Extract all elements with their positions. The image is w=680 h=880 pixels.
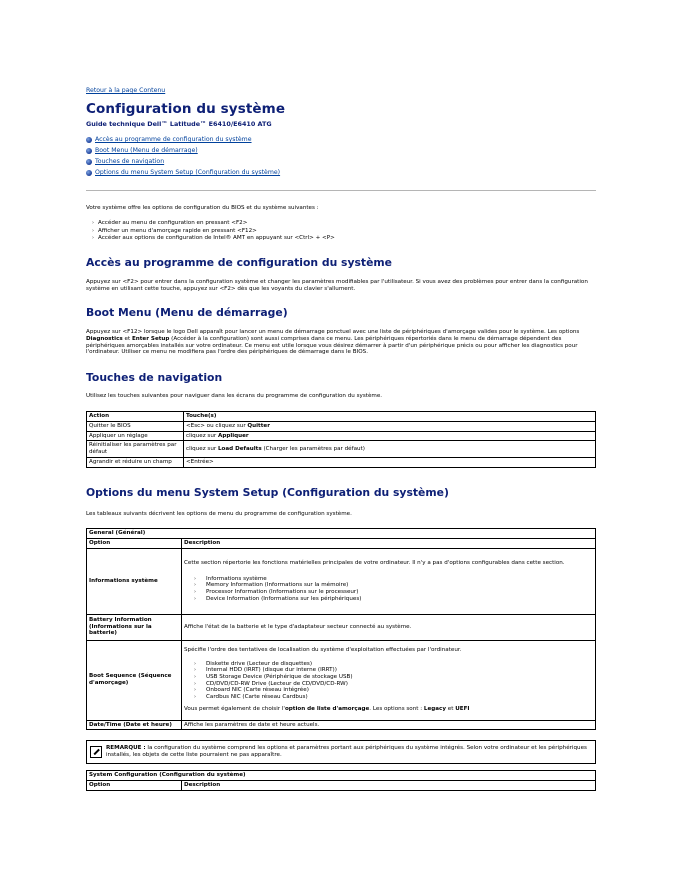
list-item: › Processor Information (Informations sur le processeur) [184,589,593,596]
toc-link-navigation-keys[interactable]: Touches de navigation [95,158,165,165]
list-item: › Informations système [184,576,593,583]
header-description: Description [182,538,596,548]
list-item: › Afficher un menu d'amorçage rapide en pressant <F12> [86,228,335,236]
boot-sequence-list [184,661,593,701]
bullet-icon [86,159,92,165]
table-header-row [87,780,596,790]
header-option: Option [87,538,182,548]
cell-keys: cliquez sur Load Defaults (Charger les paramètres par défaut) [184,441,596,458]
toc-item [86,167,280,178]
cell-action: Quitter le BIOS [87,421,184,431]
arrow-marker-icon: › [194,582,196,589]
arrow-marker-icon: › [194,660,196,667]
toc-item [86,145,280,156]
table-of-contents [86,134,280,178]
list-item: › Internal HDD (IRRT) (disque dur interne (IRRT)) [184,667,593,674]
option-system-info: Informations système [87,548,182,614]
list-item: › Cardbus NIC (Carte réseau Cardbus) [184,694,593,701]
list-item: › Memory Information (Informations sur la mémoire) [184,582,593,589]
back-to-contents-link[interactable]: Retour à la page Contenu [86,87,166,94]
desc-battery-info: Affiche l'état de la batterie et le type d'adaptateur secteur connecté au système. [182,614,596,640]
option-battery-info: Battery Information (Informations sur la batterie) [87,614,182,640]
navigation-keys-table [86,411,596,468]
list-item: › USB Storage Device (Périphérique de stockage USB) [184,674,593,681]
navigation-keys-text: Utilisez les touches suivantes pour naviguer dans les écrans du programme de configuration du système. [86,393,383,399]
general-table-caption: General (Général) [87,529,596,539]
list-item: › Onboard NIC (Carte réseau intégrée) [184,687,593,694]
note-text: REMARQUE : la configuration du système comprend les options et paramètres portant aux périphériques du système intégrés. Selon votre ordinateur et les périphériques installés, les objets de cette liste pourraient ne pas apparaître. [106,745,587,758]
setup-access-text: Appuyez sur <F2> pour entrer dans la configuration système et changer les paramètres modifiables par l'utilisateur. Si vous avez des problèmes pour entrer dans la configuration système en utilisant cette touche, appuyez sur <F2> dès que les voyants du clavier s'allument. [86,279,588,292]
arrow-marker-icon: › [194,674,196,680]
heading-setup-access: Accès au programme de configuration du système [86,256,392,269]
setup-options-text: Les tableaux suivants décrivent les options de menu du programme de configuration système. [86,511,352,517]
section-divider [86,190,596,191]
table-row [87,640,596,720]
system-configuration-table [86,770,596,791]
table-caption-row [87,771,596,781]
heading-boot-menu: Boot Menu (Menu de démarrage) [86,306,288,319]
arrow-marker-icon: › [92,227,94,234]
table-header-row [87,412,596,422]
arrow-marker-icon: › [194,595,196,602]
arrow-marker-icon: › [194,588,196,595]
header-action: Action [87,412,184,422]
table-row [87,457,596,467]
table-row [87,548,596,614]
boot-list-option-text: Vous permet également de choisir l'option de liste d'amorçage. Les options sont : Legacy et UEFI [184,706,470,713]
arrow-marker-icon: › [92,220,94,226]
bullet-icon [86,170,92,176]
option-boot-sequence: Boot Sequence (Séquence d'amorçage) [87,640,182,720]
table-caption-row [87,529,596,539]
toc-item [86,134,280,145]
heading-setup-options: Options du menu System Setup (Configuration du système) [86,486,449,499]
list-item: › Accéder au menu de configuration en pressant <F2> [86,220,335,228]
arrow-marker-icon: › [194,667,196,674]
boot-menu-text: Appuyez sur <F12> lorsque le logo Dell apparaît pour lancer un menu de démarrage ponctuel avec une liste de périphériques d'amorçage valides pour le système. Les options Diagnostics et Enter Setup (Accéder à la configuration) sont aussi comprises dans ce menu. Les périphériques répertoriés dans le menu de démarrage dépendent des périphériques amorçables installés sur votre ordinateur. Ce menu est utile lorsque vous désirez démarrer à partir d'un périphérique précis ou pour afficher les diagnostics pour l'ordinateur. Utiliser ce menu ne modifiera pas l'ordre des périphériques de démarrage dans le BIOS. [86,329,580,356]
arrow-marker-icon: › [194,687,196,694]
bullet-icon [86,148,92,154]
table-row [87,614,596,640]
list-item: › Device Information (Informations sur les périphériques) [184,596,593,603]
list-item: › Accéder aux options de configuration de Intel® AMT en appuyant sur <Ctrl> + <P> [86,235,335,243]
table-row [87,441,596,458]
page-title: Configuration du système [86,101,286,117]
header-option: Option [87,780,182,790]
cell-keys: <Entrée> [184,457,596,467]
list-item: › Diskette drive (Lecteur de disquettes) [184,661,593,668]
option-date-time: Date/Time (Date et heure) [87,720,182,730]
arrow-marker-icon: › [194,680,196,687]
page-subtitle: Guide technique Dell™ Latitude™ E6410/E6410 ATG [86,120,272,128]
header-description: Description [182,780,596,790]
table-row [87,421,596,431]
list-item: › CD/DVD/CD-RW Drive (Lecteur de CD/DVD/CD-RW) [184,681,593,688]
heading-navigation-keys: Touches de navigation [86,371,223,384]
arrow-marker-icon: › [194,693,196,700]
general-options-table [86,528,596,730]
table-header-row [87,538,596,548]
toc-link-setup-access[interactable]: Accès au programme de configuration du système [95,136,252,143]
desc-date-time: Affiche les paramètres de date et heure actuels. [182,720,596,730]
intro-text: Votre système offre les options de configuration du BIOS et du système suivantes : [86,205,319,211]
toc-link-boot-menu[interactable]: Boot Menu (Menu de démarrage) [95,147,198,154]
desc-boot-sequence: Spécifie l'ordre des tentatives de localisation du système d'exploitation effectuées par l'ordinateur. › Diskette drive (Lecteur de disquettes) › Internal HDD (IRRT) (disque dur interne (IRRT)) › USB Storage Device (Périphérique de stockage USB) › CD/DVD/CD-RW Drive (Lecteur de CD/DVD/CD-RW) › Onboard NIC (Carte réseau intégrée) › Cardbus NIC (Carte réseau Cardbus) Vous permet également de choisir l'option de liste d'amorçage. Les options sont : Legacy et UEFI [182,640,596,720]
table-row [87,431,596,441]
toc-item [86,156,280,167]
arrow-marker-icon: › [194,575,196,582]
intro-list [86,220,335,243]
header-keys: Touche(s) [184,412,596,422]
note-box [86,740,596,764]
table-row [87,720,596,730]
bullet-icon [86,137,92,143]
cell-action: Agrandir et réduire un champ [87,457,184,467]
cell-keys: <Esc> ou cliquez sur Quitter [184,421,596,431]
toc-link-setup-options[interactable]: Options du menu System Setup (Configuration du système) [95,169,281,176]
desc-system-info: Cette section répertorie les fonctions matérielles principales de votre ordinateur. Il n'y a pas d'options configurables dans cette section. › Informations système › Memory Information (Informations sur la mémoire) › Processor Information (Informations sur le processeur) › Device Information (Informations sur les périphériques) [182,548,596,614]
sysconf-table-caption: System Configuration (Configuration du système) [87,771,596,781]
cell-keys: cliquez sur Appliquer [184,431,596,441]
arrow-marker-icon: › [92,235,94,242]
cell-action: Appliquer un réglage [87,431,184,441]
cell-action: Réinitialiser les paramètres par défaut [87,441,184,458]
system-info-list [184,576,593,602]
note-pencil-icon [90,746,102,758]
